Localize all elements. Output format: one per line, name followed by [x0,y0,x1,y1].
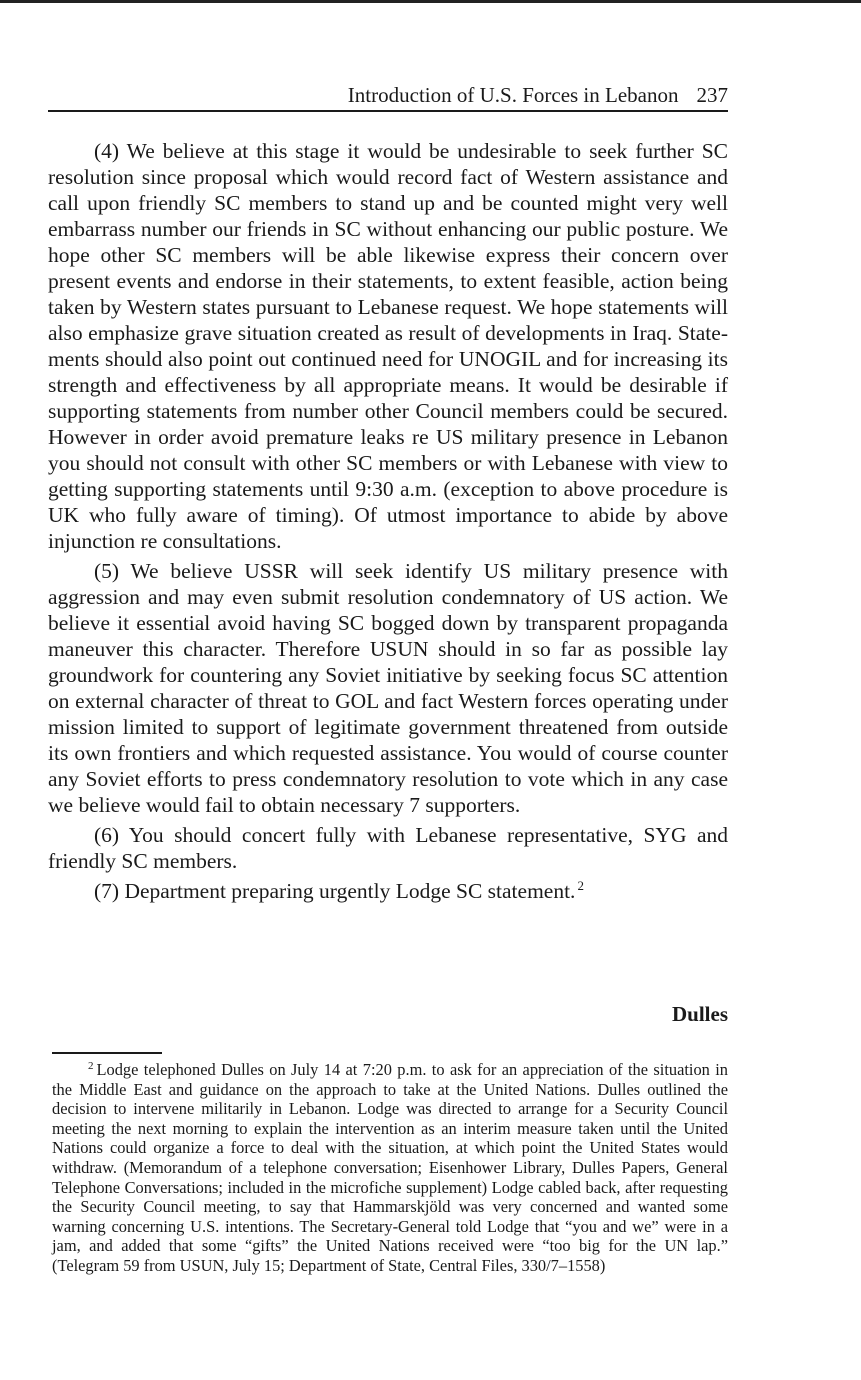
paragraph-4: (4) We believe at this stage it would be undesirable to seek further SC resolution since proposal which would record fact of Western assistance and call upon friendly SC members to stand up and be counted might very well embarrass number our friends in SC without enhancing our public posture. We hope other SC members will be able likewise express their concern over present events and endorse in their statements, to extent feasible, action being taken by Western states pursuant to Lebanese request. We hope statements will also emphasize grave situation created as result of developments in Iraq. Statements should also point out continued need for UNOGIL and for increasing its strength and effectiveness by all appropriate means. It would be desirable if supporting statements from number other Council members could be secured. However in order avoid premature leaks re US military presence in Lebanon you should not consult with other SC members or with Lebanese with view to getting supporting statements until 9:30 a.m. (exception to above procedure is UK who fully aware of timing). Of utmost importance to abide by above injunction re consultations. [48,139,728,553]
scan-top-edge [0,0,861,3]
footnote-mark: 2 [88,1059,94,1072]
paragraph-7-text: (7) Department preparing urgently Lodge SC statement. [94,879,576,903]
running-head [48,82,728,108]
signature: Dulles [671,1002,728,1026]
header-rule [48,110,728,112]
page-number: 237 [696,83,728,107]
paragraph-5: (5) We believe USSR will seek identify US military presence with aggression and may even submit resolution condemnatory of US action. We believe it essential avoid having SC bogged down by transparent propaganda maneuver this character. Therefore USUN should in so far as possible lay groundwork for countering any Soviet initiative by seeking focus SC attention on external character of threat to GOL and fact Western forces operating under mission limited to support of legitimate government threatened from outside its own frontiers and which requested assistance. You would of course counter any Soviet efforts to press condemnatory resolution to vote which in any case we believe would fail to obtain necessary 7 supporters. [48,559,728,817]
running-title: Introduction of U.S. Forces in Lebanon [347,83,679,107]
footnote-rule [52,1052,162,1054]
footnote-text: Lodge telephoned Dulles on July 14 at 7:20 p.m. to ask for an appreciation of the situation in the Middle East and guidance on the approach to take at the United Nations. Dulles outlined the decision to intervene militarily in Lebanon. Lodge was directed to arrange for a Security Council meeting the next morning to explain the intervention as an interim measure taken until the United Nations could organize a force to deal with the situation, at which point the United States would withdraw. (Memorandum of a telephone conversation; Eisenhower Library, Dulles Papers, General Telephone Conversations; included in the microfiche supplement) Lodge cabled back, after requesting the Security Council meeting, to say that Hammarskjöld was very concerned and wanted some warning concerning U.S. intentions. The Secretary-General told Lodge that “you and we” were in a jam, and added that some “gifts” the United Nations received were “too big for the UN lap.” (Telegram 59 from USUN, July 15; Department of State, Central Files, 330/7–1558) [52,1060,728,1275]
main-text [48,138,728,908]
paragraph-6: (6) You should concert fully with Lebanese representative, SYG and friendly SC members. [48,823,728,873]
footnote-reference: 2 [577,877,584,893]
footnote [52,1060,728,1276]
paragraph-7 [48,878,728,904]
